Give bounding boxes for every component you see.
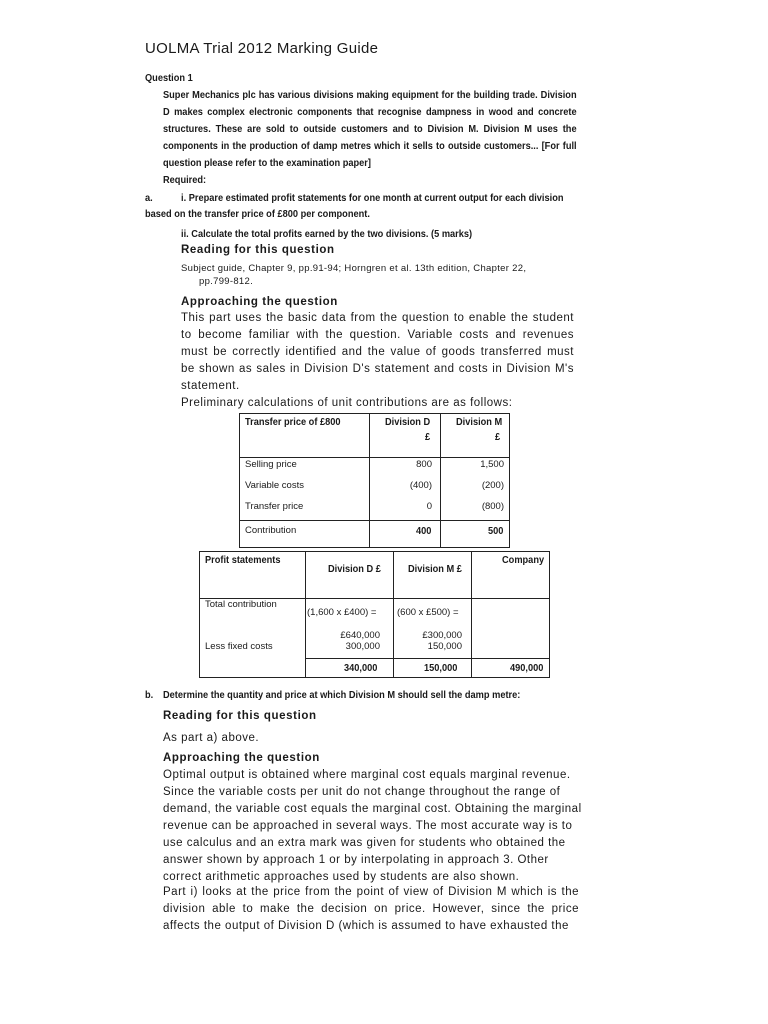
part-a-line3: ii. Calculate the total profits earned by the two divisions. (5 marks) — [181, 228, 473, 240]
part-a-line2: based on the transfer price of £800 per component. — [145, 208, 370, 220]
unit-table-header: Transfer price of £800 — [245, 416, 341, 428]
unit-col-d: Division D — [385, 416, 431, 428]
unit-row-m: (200) — [481, 480, 504, 491]
part-a-line1: i. Prepare estimated profit statements for one month at current output for each division — [181, 192, 564, 204]
profit-col-d: Division D £ — [328, 563, 381, 575]
unit-cur-d: £ — [425, 431, 431, 443]
profit-total-m: 150,000 — [424, 662, 458, 674]
unit-row-label: Transfer price — [245, 501, 304, 512]
profit-row2-d-b: 300,000 — [345, 641, 380, 652]
unit-row-d: 800 — [416, 459, 432, 470]
profit-row1-d: (1,600 x £400) = — [307, 607, 377, 618]
unit-col-m: Division M — [456, 416, 503, 428]
question-intro: Super Mechanics plc has various divisions making equipment for the building trade. Division D makes complex electronic components that recognise dampness in wood and concrete structures. These are sold to outside customers and to Division M. Division M uses the components in the production of damp metres which it sells to outside customers... [For full question please refer to the examination paper] — [163, 89, 577, 169]
unit-row-label: Selling price — [245, 459, 297, 470]
profit-row1-m: (600 x £500) = — [397, 607, 459, 618]
profit-col-company: Company — [502, 554, 545, 566]
approach-text-b2: Part i) looks at the price from the point of view of Division M which is the division able to make the decision on price. However, since the price affects the output of Division D (which is assumed to have exhausted the — [163, 886, 579, 932]
approach-text-b1: Optimal output is obtained where marginal cost equals marginal revenue. Since the variable costs per unit do not change throughout the range of demand, the variable cost equals the marginal cost. Obtaining the marginal revenue can be approached in several ways. The most accurate way is to use calculus and an extra mark was given for students who obtained the answer shown by approach 1 or by interpolating in approach 3. Other correct arithmetic approaches used by students are also shown. — [163, 769, 582, 883]
unit-row-label: Variable costs — [245, 480, 304, 491]
profit-total-company: 490,000 — [510, 662, 544, 674]
part-a-label: a. — [145, 192, 153, 204]
profit-total-d: 340,000 — [344, 662, 378, 674]
reading-heading-a: Reading for this question — [181, 244, 335, 256]
unit-total-d: 400 — [416, 525, 432, 537]
profit-row2-label: Less fixed costs — [205, 641, 273, 652]
reading-text-a2: pp.799-812. — [199, 276, 254, 287]
unit-row-m: (800) — [481, 501, 504, 512]
profit-col-m: Division M £ — [408, 563, 462, 575]
unit-cur-m: £ — [495, 431, 501, 443]
unit-total-m: 500 — [488, 525, 504, 537]
part-b-label: b. — [145, 689, 154, 701]
question-label: Question 1 — [145, 72, 193, 84]
approach-heading-b: Approaching the question — [163, 752, 320, 764]
profit-row2-m-a: £300,000 — [422, 630, 462, 641]
reading-text-b: As part a) above. — [163, 732, 260, 744]
profit-row2-d-a: £640,000 — [340, 630, 380, 641]
unit-row-m: 1,500 — [480, 459, 504, 470]
unit-total-label: Contribution — [245, 525, 297, 536]
reading-heading-b: Reading for this question — [163, 710, 317, 722]
approach-heading-a: Approaching the question — [181, 296, 338, 308]
part-b-text: Determine the quantity and price at which Division M should sell the damp metre: — [163, 689, 521, 701]
profit-row2-m-b: 150,000 — [427, 641, 462, 652]
prelim-text: Preliminary calculations of unit contributions are as follows: — [181, 397, 513, 409]
profit-row1-label: Total contribution — [205, 599, 277, 610]
approach-text-a: This part uses the basic data from the question to enable the student to become familiar with the question. Variable costs and revenues must be correctly identified and the value of goods transferred must be shown as sales in Division D's statement and costs in Division M's statement. — [181, 312, 574, 392]
reading-text-a1: Subject guide, Chapter 9, pp.91-94; Horngren et al. 13th edition, Chapter 22, — [181, 263, 527, 274]
page-header: UOLMA Trial 2012 Marking Guide — [145, 40, 379, 57]
profit-table-header: Profit statements — [205, 554, 281, 566]
required-label: Required: — [163, 174, 207, 186]
unit-row-d: (400) — [409, 480, 432, 491]
unit-row-d: 0 — [426, 501, 432, 512]
